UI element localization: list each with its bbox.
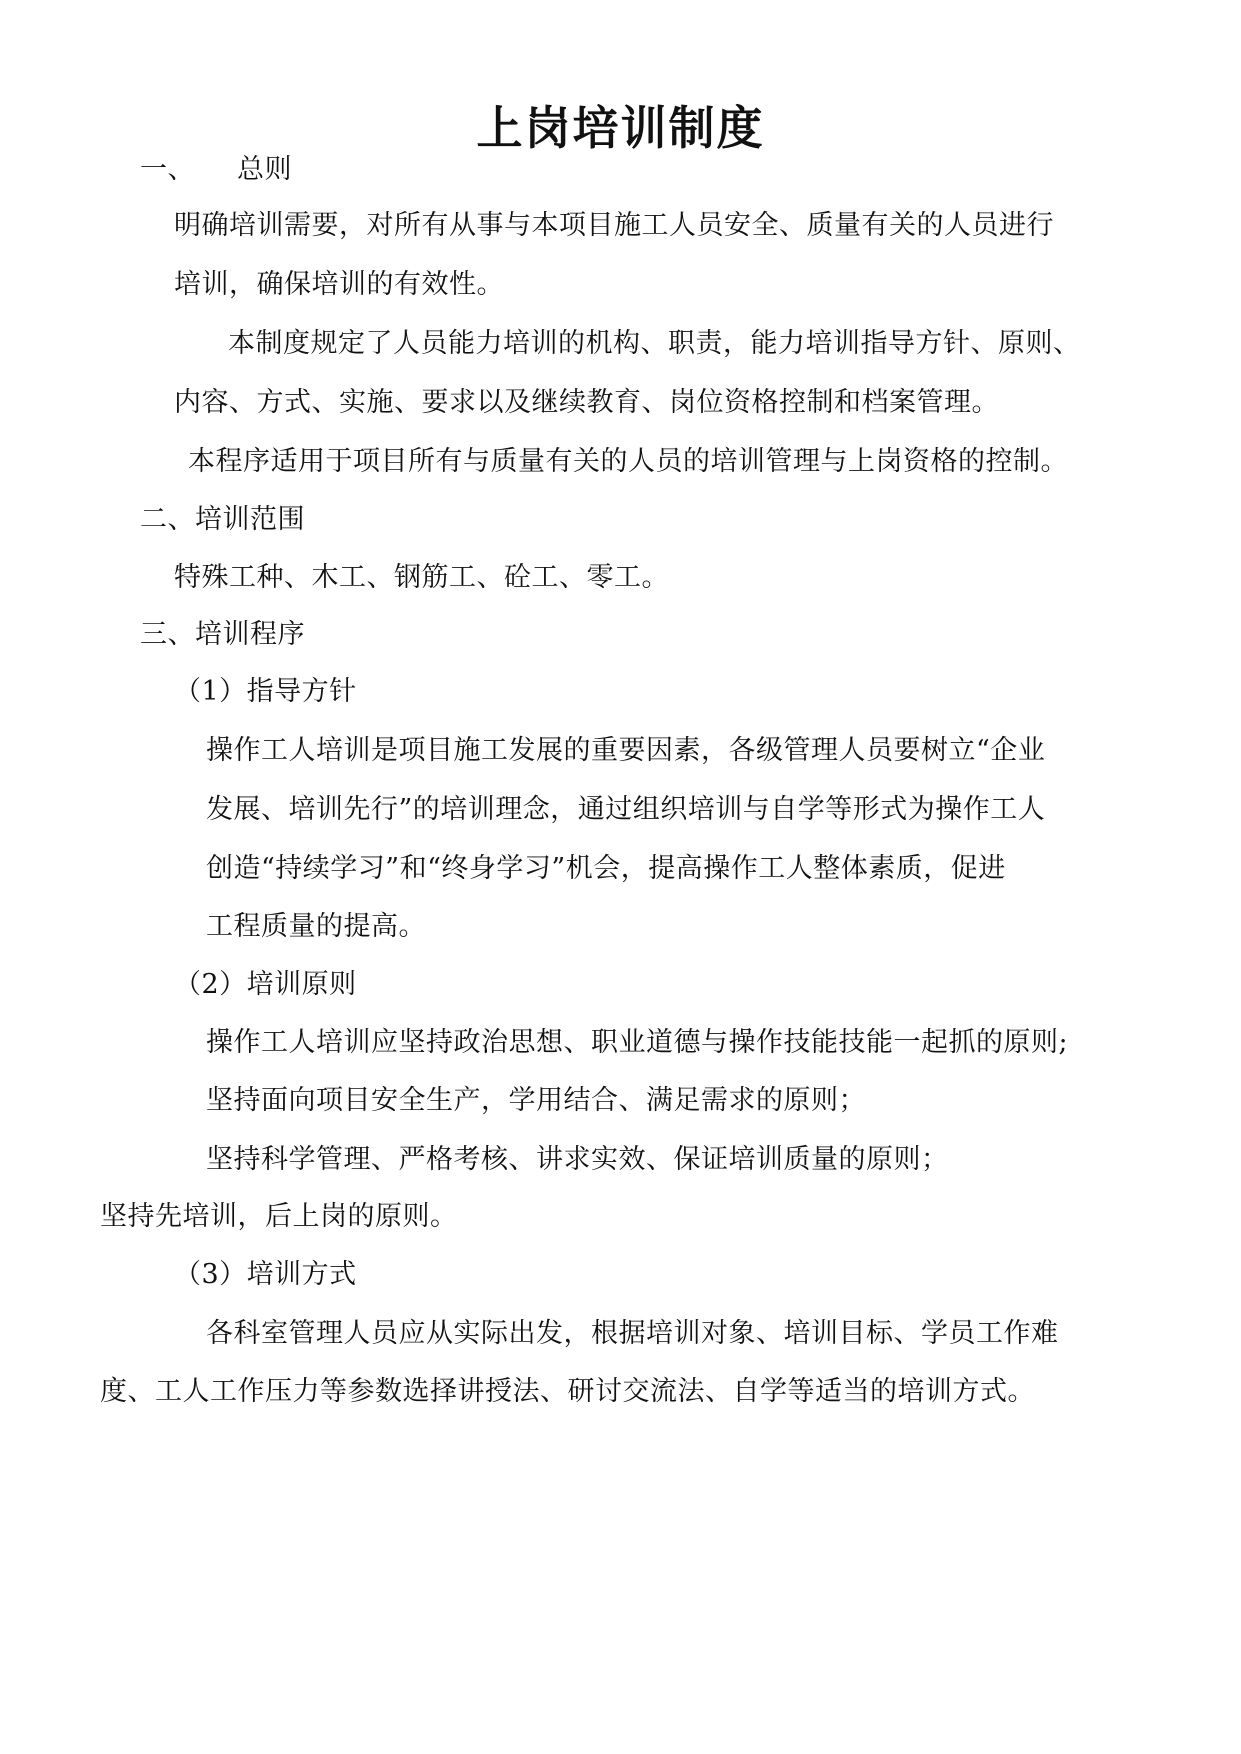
section-1-paragraph-2-line-1: 本制度规定了人员能力培训的机构、职责，能力培训指导方针、原则、 xyxy=(228,328,1081,359)
section-1-paragraph-1-line-2: 培训，确保培训的有效性。 xyxy=(174,269,504,300)
section-1-heading xyxy=(140,152,292,188)
section-3-sub-1-line-3: 创造“持续学习”和“终身学习”机会，提高操作工人整体素质，促进 xyxy=(206,853,1006,884)
section-3-sub-1-line-4: 工程质量的提高。 xyxy=(206,911,426,942)
document-title: 上岗培训制度 xyxy=(476,101,765,155)
section-3-sub-2-line-3: 坚持科学管理、严格考核、讲求实效、保证培训质量的原则； xyxy=(206,1144,949,1175)
section-3-sub-3-line-1: 各科室管理人员应从实际出发，根据培训对象、培训目标、学员工作难 xyxy=(206,1318,1059,1349)
section-3-sub-1-line-1: 操作工人培训是项目施工发展的重要因素，各级管理人员要树立“企业 xyxy=(206,735,1046,766)
section-3-heading: 三、培训程序 xyxy=(140,619,305,650)
section-1-paragraph-3-line-1: 本程序适用于项目所有与质量有关的人员的培训管理与上岗资格的控制。 xyxy=(188,446,1068,477)
section-2-paragraph-1-line-1: 特殊工种、木工、钢筋工、砼工、零工。 xyxy=(174,562,669,593)
section-1-title: 总则 xyxy=(237,154,292,185)
section-3-sub-3-line-2: 度、工人工作压力等参数选择讲授法、研讨交流法、自学等适当的培训方式。 xyxy=(100,1376,1035,1407)
section-3-sub-3-heading: （3）培训方式 xyxy=(174,1259,357,1290)
section-1-paragraph-1-line-1: 明确培训需要，对所有从事与本项目施工人员安全、质量有关的人员进行 xyxy=(174,210,1054,241)
section-3-sub-1-line-2: 发展、培训先行”的培训理念，通过组织培训与自学等形式为操作工人 xyxy=(206,794,1046,825)
section-3-sub-2-line-2: 坚持面向项目安全生产，学用结合、满足需求的原则； xyxy=(206,1085,866,1116)
section-3-sub-2-heading: （2）培训原则 xyxy=(174,969,357,1000)
section-1-paragraph-2-line-2: 内容、方式、实施、要求以及继续教育、岗位资格控制和档案管理。 xyxy=(174,387,999,418)
section-1-number: 一、 xyxy=(140,154,195,185)
section-3-sub-2-line-1: 操作工人培训应坚持政治思想、职业道德与操作技能技能一起抓的原则; xyxy=(206,1027,1069,1058)
section-2-heading: 二、培训范围 xyxy=(140,504,305,535)
section-3-sub-2-line-4: 坚持先培训，后上岗的原则。 xyxy=(100,1201,458,1232)
section-3-sub-1-heading: （1）指导方针 xyxy=(174,676,357,707)
